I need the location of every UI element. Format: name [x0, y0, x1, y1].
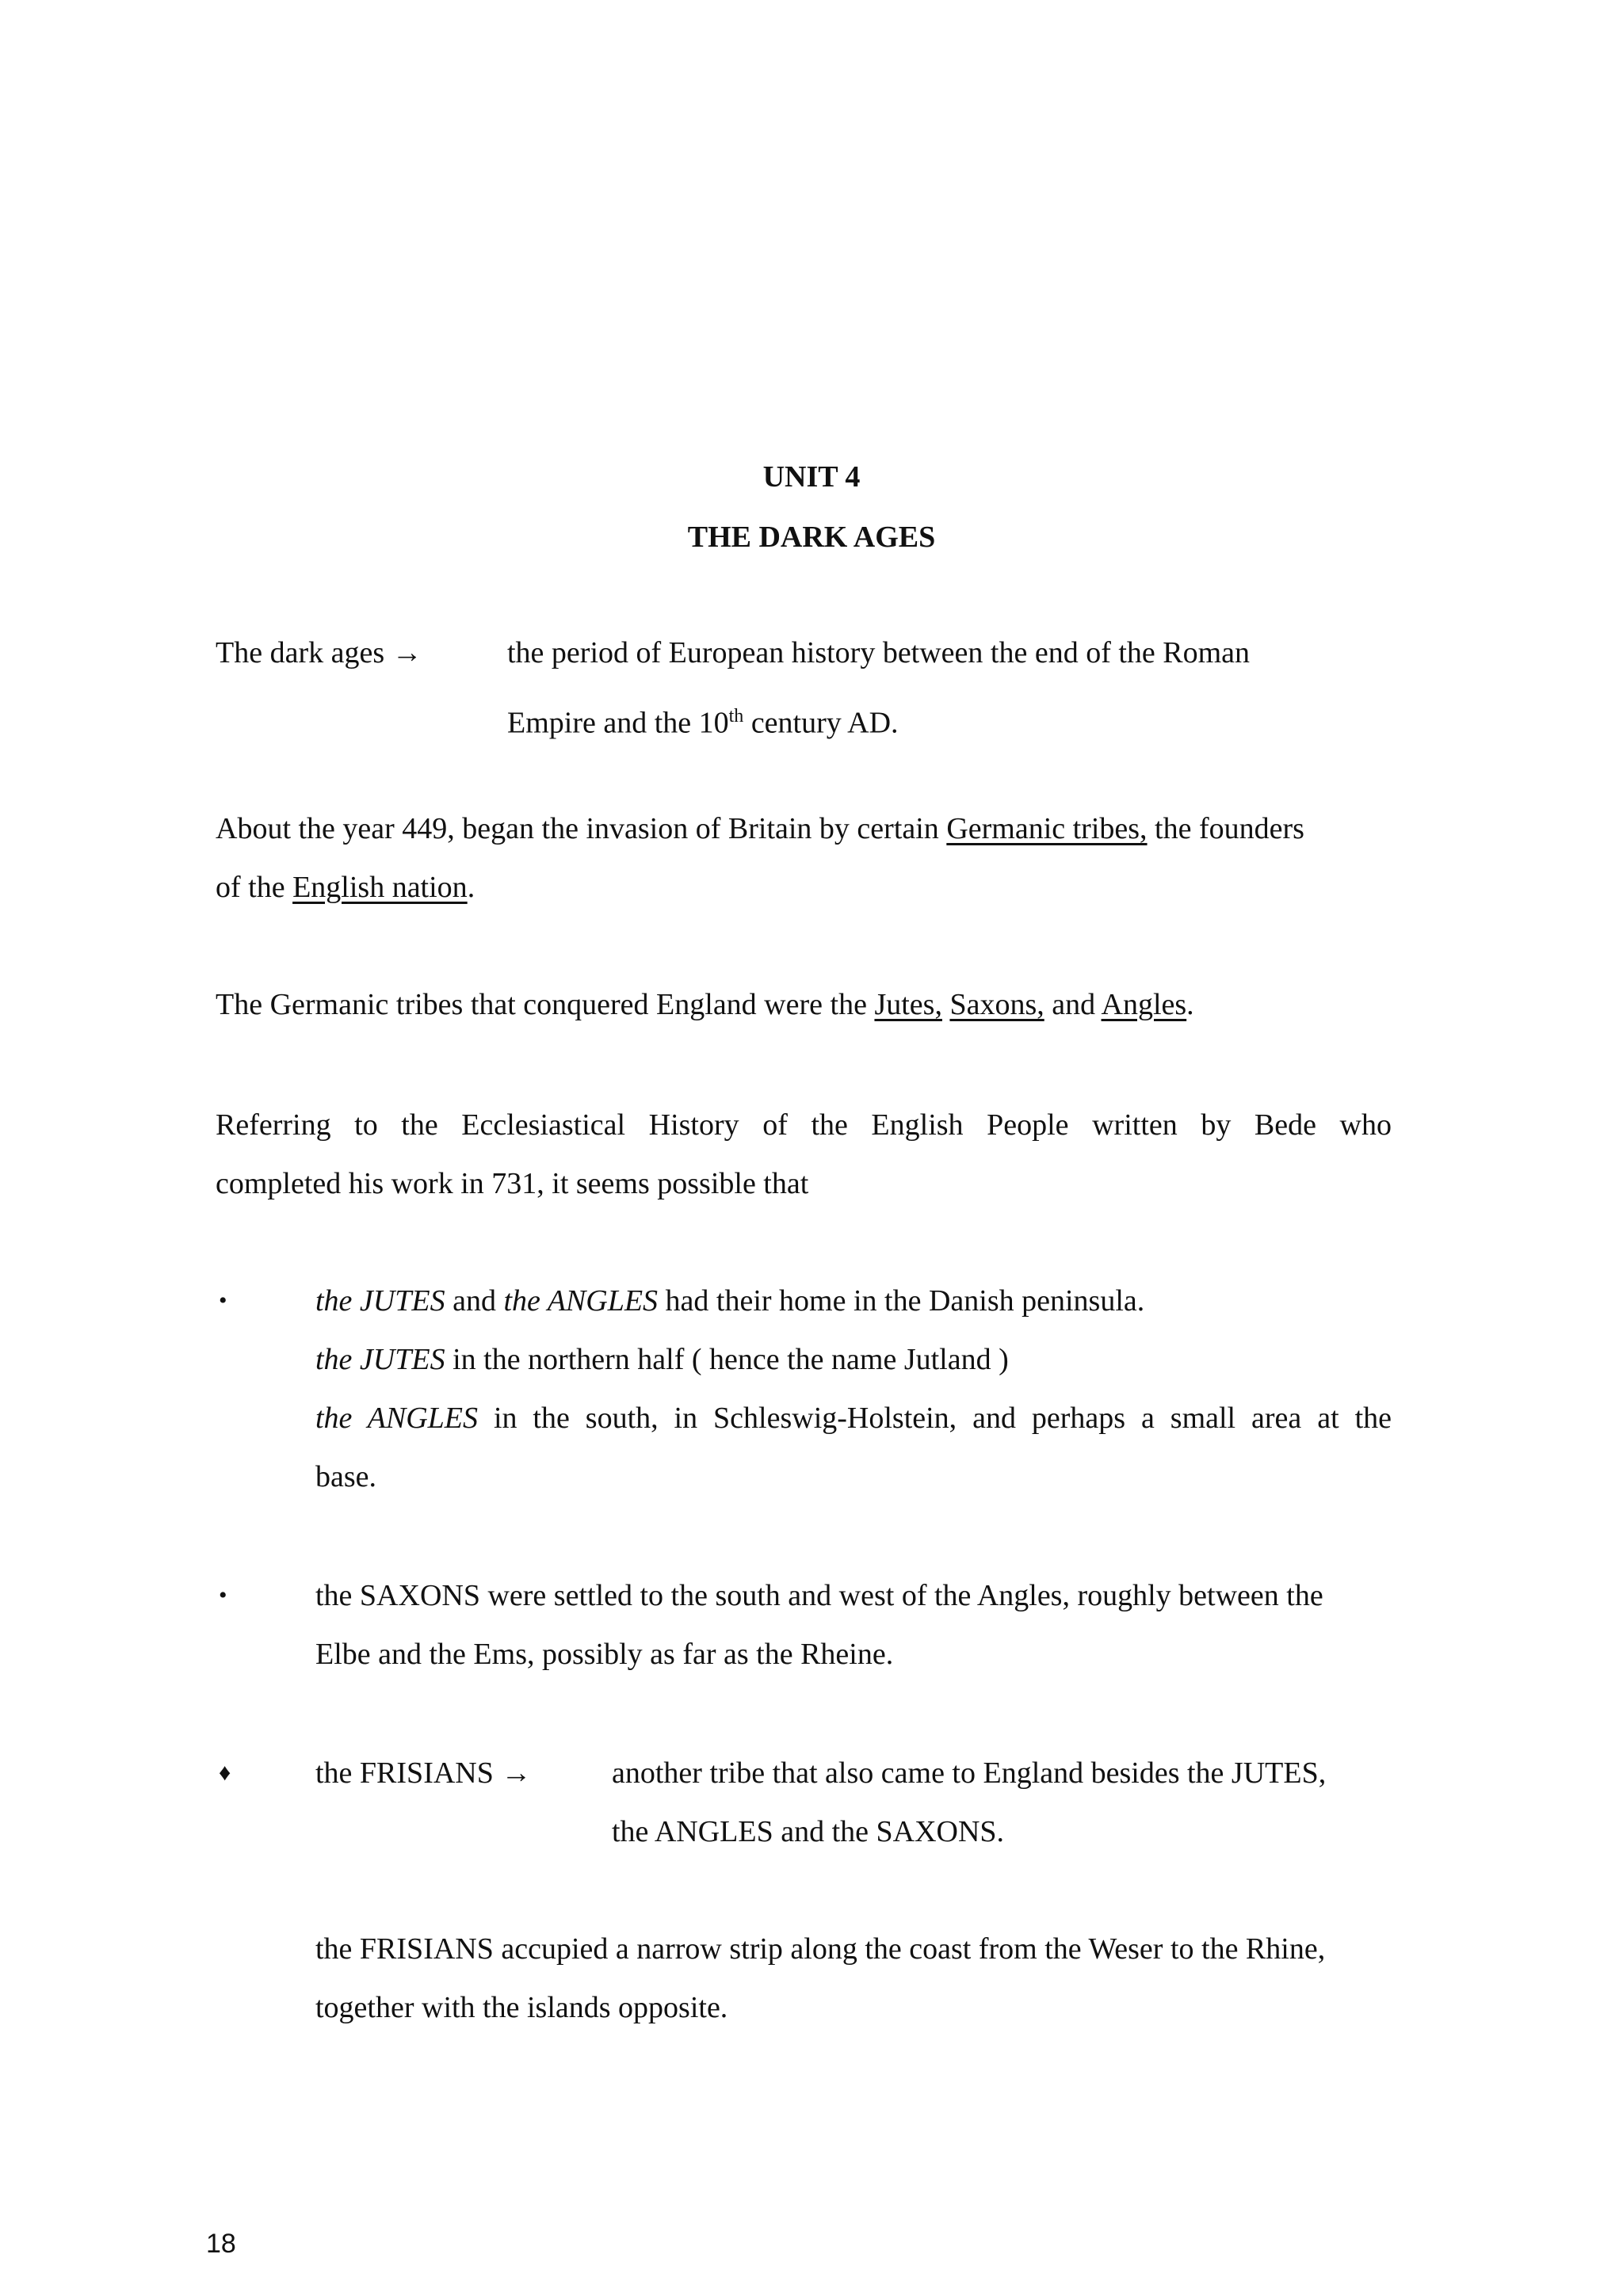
- bullet-1-line-3: [315, 1399, 1392, 1437]
- diamond-bullet-marker: ♦: [219, 1760, 231, 1786]
- text-span: About the year 449, began the invasion of Britain by certain: [216, 812, 947, 845]
- page-title: THE DARK AGES: [687, 521, 936, 554]
- jutes-term: Jutes,: [874, 988, 942, 1021]
- paragraph-4-line-2: together with the islands opposite.: [315, 1991, 728, 2024]
- bullet-3-line-1: another tribe that also came to England besides the JUTES,: [612, 1756, 1327, 1790]
- bullet-marker: •: [219, 1582, 227, 1608]
- paragraph-4-line-1: the FRISIANS accupied a narrow strip along the coast from the Weser to the Rhine,: [315, 1932, 1326, 1966]
- text-span: had their home in the Danish peninsula.: [658, 1284, 1145, 1318]
- definition-line-2-post: century AD.: [743, 706, 899, 740]
- unit-label: UNIT 4: [762, 460, 861, 494]
- bullet-marker: •: [219, 1287, 227, 1314]
- definition-line-2: [507, 697, 899, 742]
- text-span: and: [445, 1284, 504, 1318]
- bullet-1-line-1: [315, 1282, 1144, 1320]
- saxons-term: Saxons,: [949, 988, 1044, 1021]
- text-span: the ANGLES: [503, 1284, 659, 1318]
- paragraph-2: [216, 986, 1194, 1024]
- text-span: the JUTES: [315, 1284, 445, 1318]
- bullet-1-line-2: [315, 1341, 1009, 1379]
- definition-line-1: the period of European history between the end of the Roman: [507, 636, 1251, 669]
- bullet-2-line-2: Elbe and the Ems, possibly as far as the Rheine.: [315, 1638, 894, 1671]
- paragraph-3-line-2: completed his work in 731, it seems possible that: [216, 1167, 809, 1200]
- frisians-term: the FRISIANS →: [315, 1756, 532, 1790]
- text-span: .: [467, 871, 475, 904]
- bullet-1-line-4: base.: [315, 1460, 377, 1493]
- paragraph-1-line-1: [216, 810, 1304, 848]
- text-span: [942, 988, 950, 1021]
- text-span: in the south, in Schleswig-Holstein, and perhaps a small area at the: [478, 1402, 1392, 1435]
- text-span: and: [1044, 988, 1102, 1021]
- paragraph-3-line-1: Referring to the Ecclesiastical History of the English People written by Bede who: [216, 1108, 1392, 1142]
- text-span: the JUTES: [315, 1343, 445, 1376]
- text-span: the ANGLES: [315, 1402, 479, 1435]
- text-span: in the northern half ( hence the name Jutland ): [445, 1343, 1009, 1376]
- germanic-tribes-term: Germanic tribes,: [946, 812, 1148, 845]
- angles-term: Angles: [1101, 988, 1187, 1021]
- definition-line-2-pre: Empire and the 10: [507, 706, 729, 740]
- bullet-3-line-2: the ANGLES and the SAXONS.: [612, 1815, 1005, 1848]
- text-span: of the: [216, 871, 293, 904]
- page-number: 18: [206, 2229, 236, 2259]
- text-span: The Germanic tribes that conquered England were the: [216, 988, 875, 1021]
- ordinal-superscript: th: [728, 706, 744, 727]
- text-span: the founders: [1147, 812, 1304, 845]
- english-nation-term: English nation: [292, 871, 468, 904]
- text-span: .: [1186, 988, 1194, 1021]
- bullet-2-line-1: the SAXONS were settled to the south and west of the Angles, roughly between the: [315, 1579, 1323, 1612]
- definition-term: The dark ages →: [216, 636, 422, 669]
- paragraph-1-line-2: [216, 868, 475, 906]
